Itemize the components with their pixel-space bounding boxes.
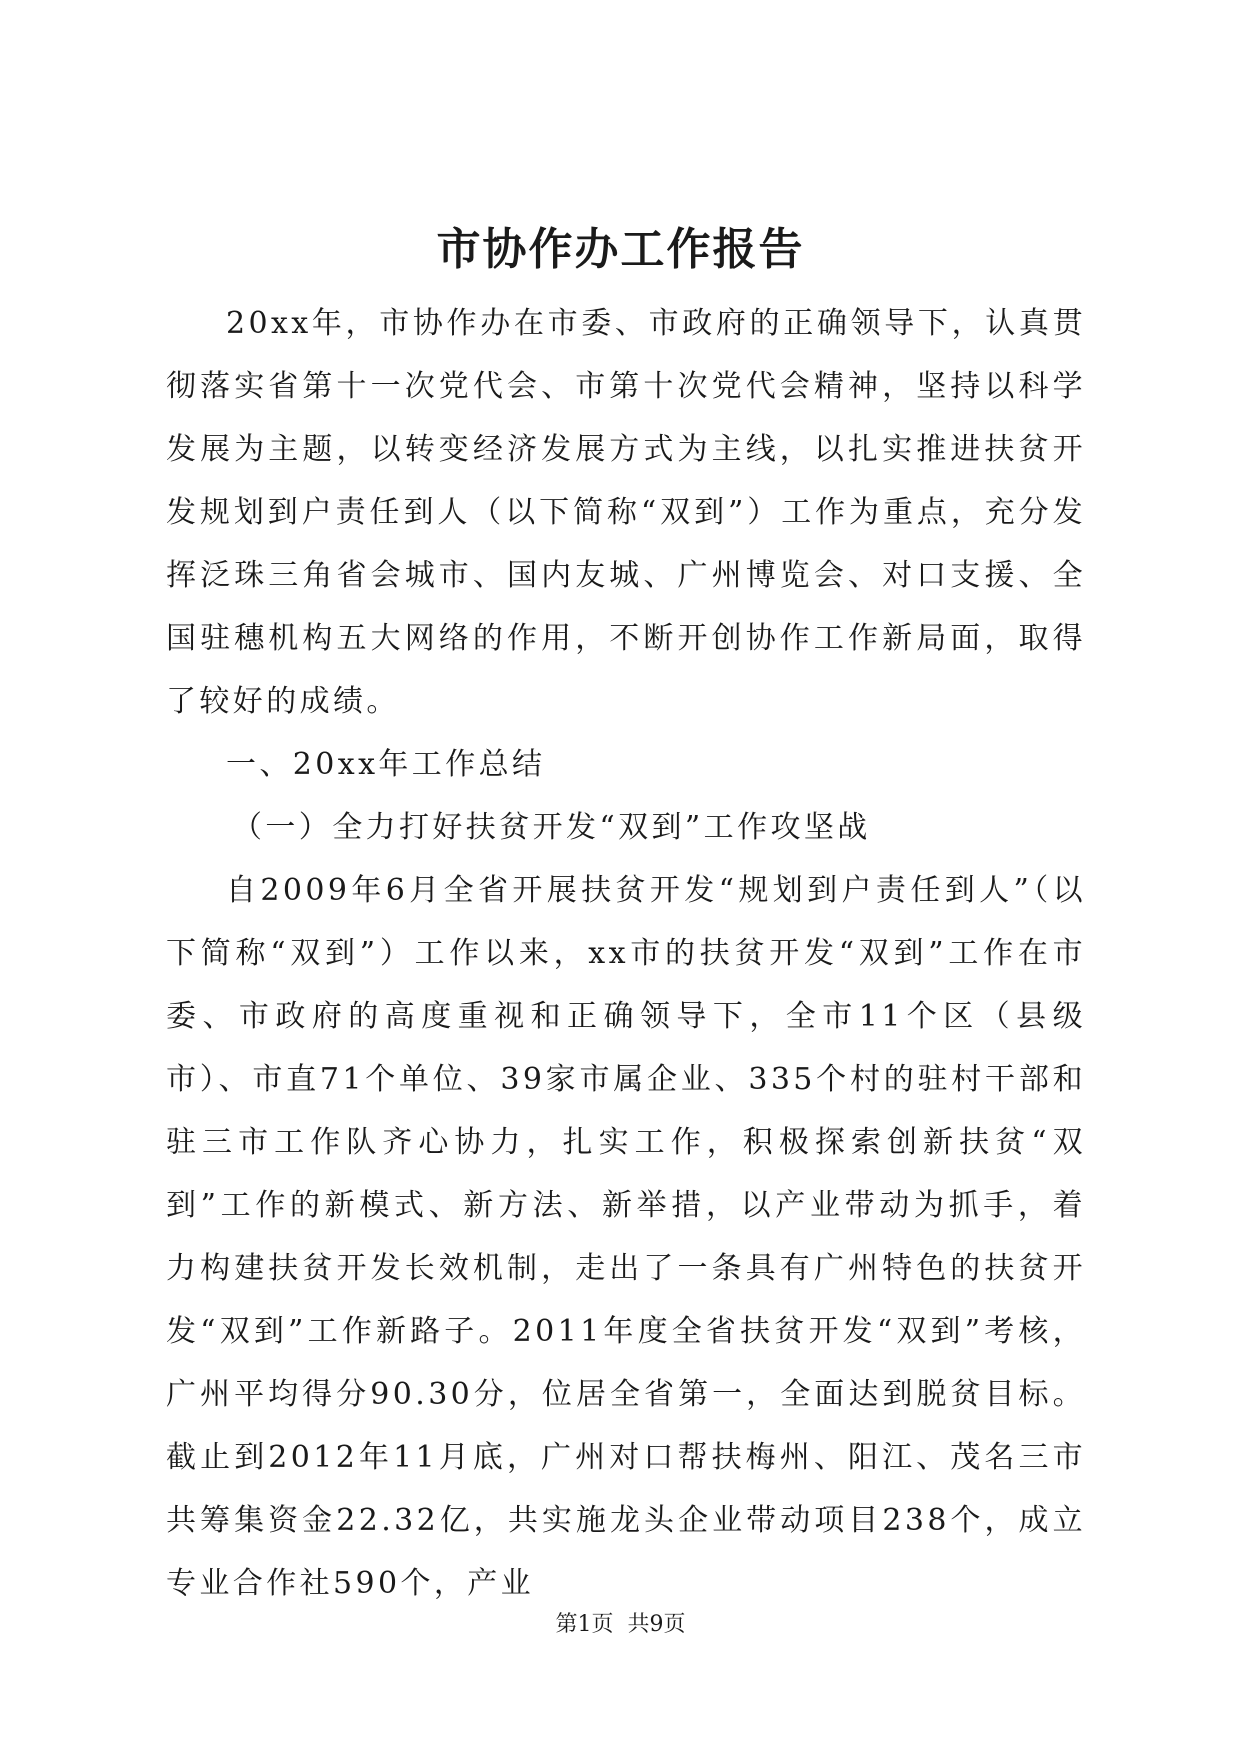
page-total: 共9页 (627, 1612, 686, 1637)
document-title: 市协作办工作报告 (436, 224, 805, 275)
intro-paragraph: 20xx年，市协作办在市委、市政府的正确领导下，认真贯彻落实省第十一次党代会、市第十次党代会精神，坚持以科学发展为主题，以转变经济发展方式为主线，以扎实推进扶贫开发规划到户责任到人（以下简称“双到”）工作为重点，充分发挥泛珠三角省会城市、国内友城、广州博览会、对口支援、全国驻穗机构五大网络的作用，不断开创协作工作新局面，取得了较好的成绩。 (166, 306, 1086, 719)
section-heading: 一、20xx年工作总结 (226, 747, 546, 782)
page-footer (0, 1610, 1241, 1640)
footer-separator (614, 1612, 628, 1637)
body-paragraph: 自2009年6月全省开展扶贫开发“规划到户责任到人”（以下简称“双到”）工作以来，xx市的扶贫开发“双到”工作在市委、市政府的高度重视和正确领导下，全市11个区（县级市）、市直71个单位、39家市属企业、335个村的驻村干部和驻三市工作队齐心协力，扎实工作，积极探索创新扶贫“双到”工作的新模式、新方法、新举措，以产业带动为抓手，着力构建扶贫开发长效机制，走出了一条具有广州特色的扶贫开发“双到”工作新路子。2011年度全省扶贫开发“双到”考核，广州平均得分90.30分，位居全省第一，全面达到脱贫目标。截止到2012年11月底，广州对口帮扶梅州、阳江、茂名三市共筹集资金22.32亿，共实施龙头企业带动项目238个，成立专业合作社590个，产业 (166, 873, 1086, 1601)
document-body (166, 292, 1086, 1615)
subsection-heading: （一）全力打好扶贫开发“双到”工作攻坚战 (232, 810, 871, 845)
page-number: 第1页 (555, 1612, 614, 1637)
